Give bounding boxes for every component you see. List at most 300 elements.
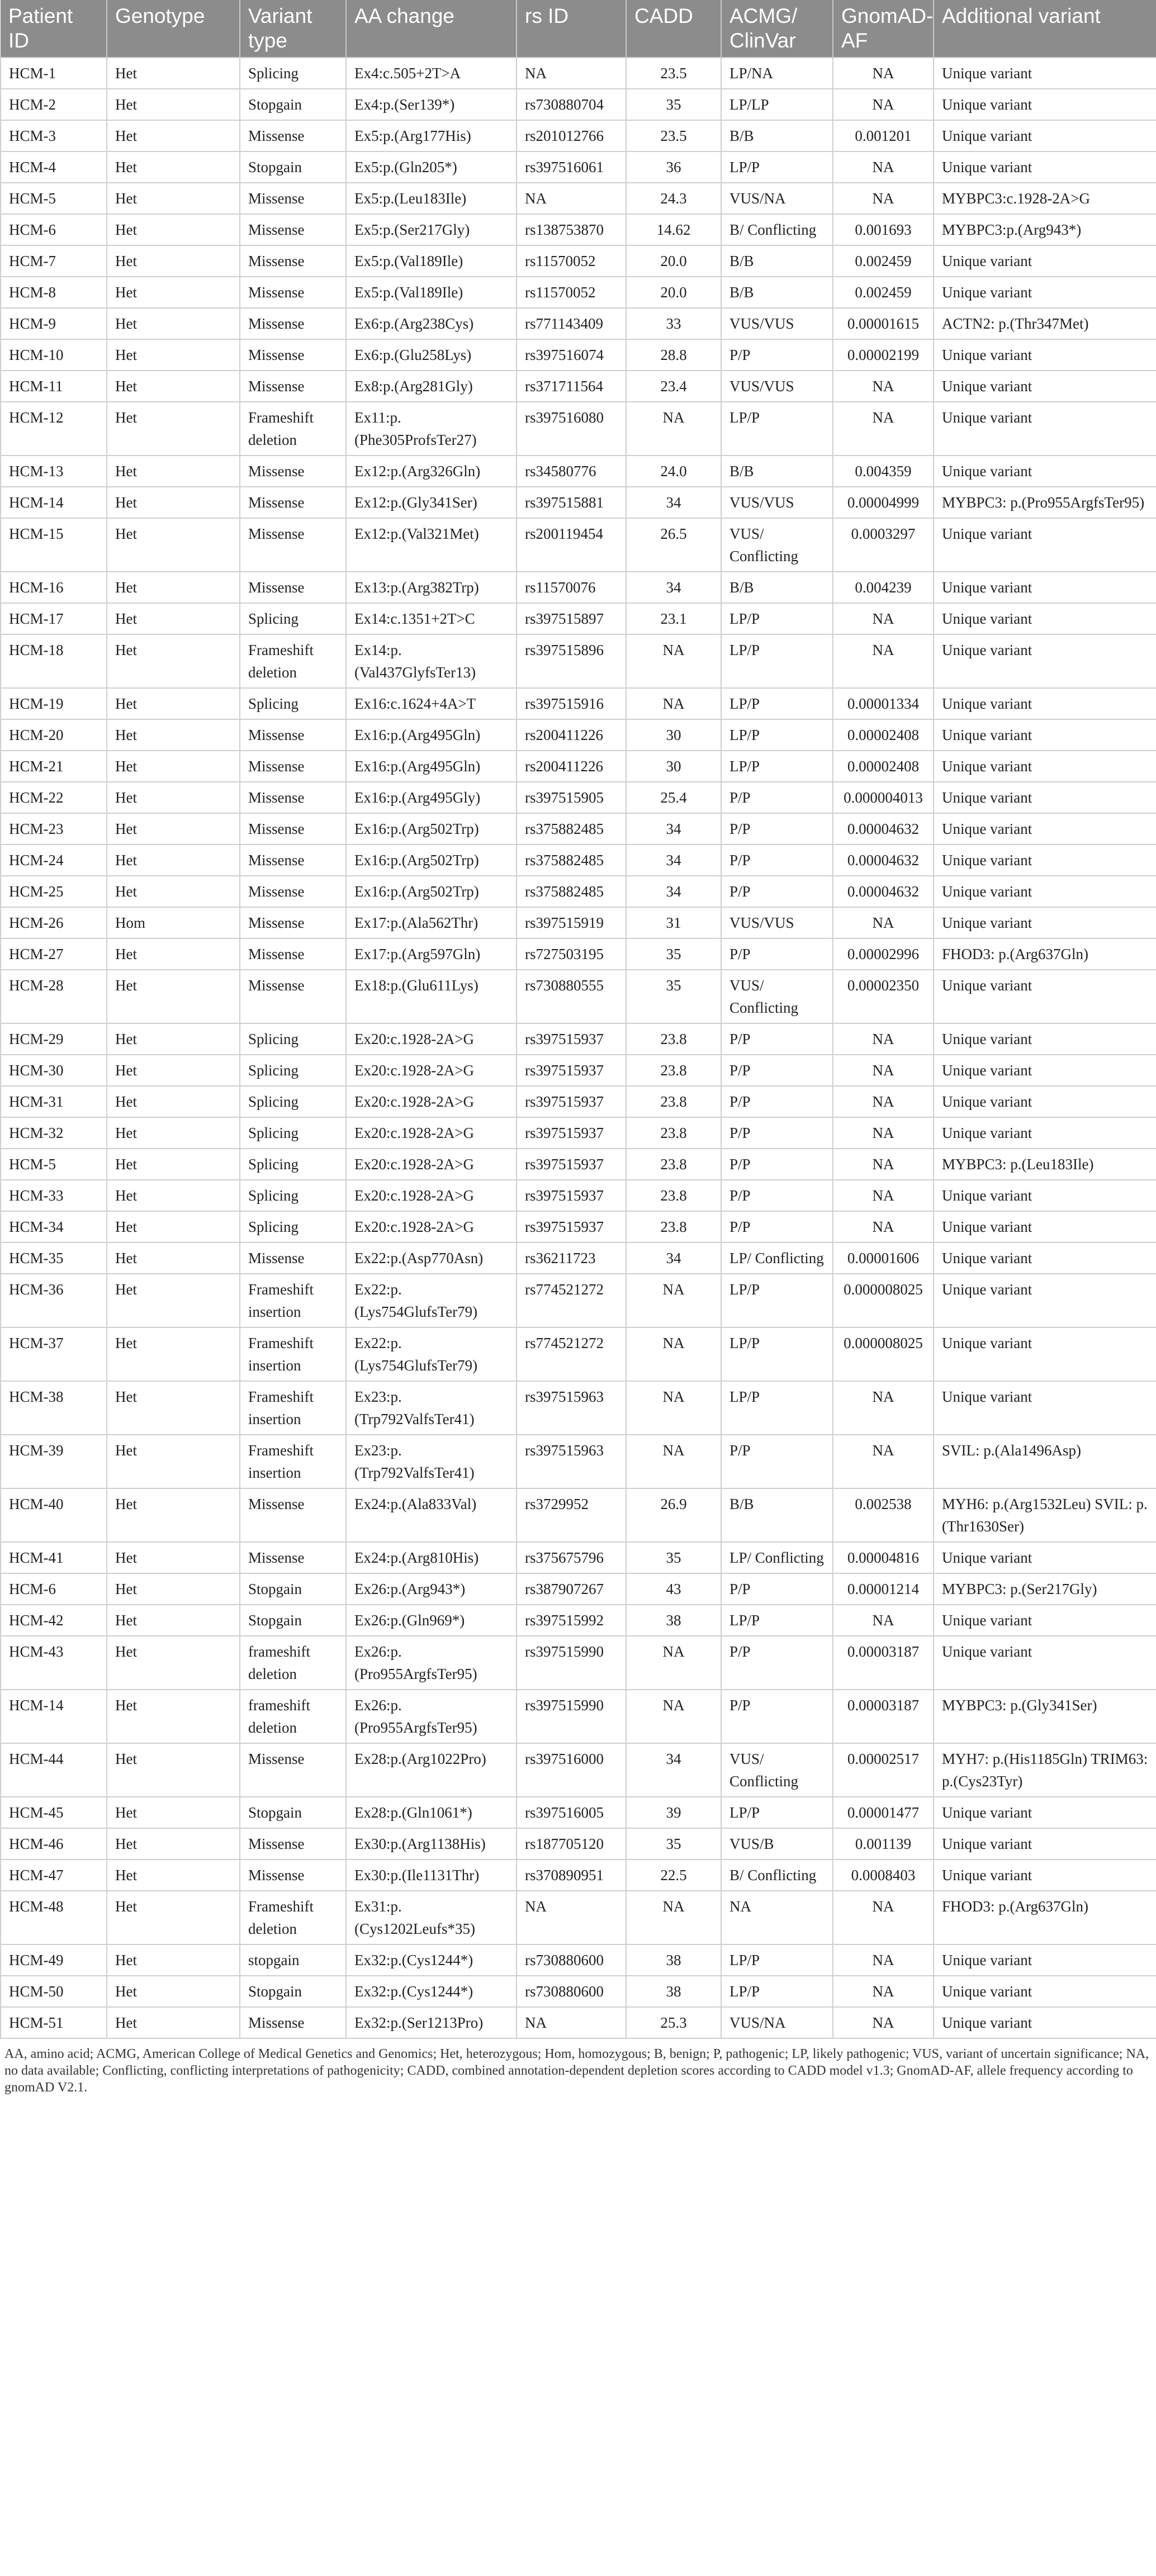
cell-acmg-clinvar: P/P: [721, 1117, 833, 1149]
cell-aa-change: Ex16:p.(Arg495Gly): [346, 782, 517, 813]
cell-aa-change: Ex5:p.(Gln205*): [346, 151, 517, 183]
cell-patient-id: HCM-36: [1, 1274, 107, 1327]
cell-cadd: 20.0: [626, 245, 721, 277]
cell-patient-id: HCM-31: [1, 1086, 107, 1117]
cell-cadd: NA: [626, 1327, 721, 1381]
table-row: [1, 120, 1156, 151]
cell-cadd: 34: [626, 1242, 721, 1274]
cell-patient-id: HCM-16: [1, 572, 107, 603]
cell-cadd: 38: [626, 1605, 721, 1636]
cell-variant-type: Frameshift deletion: [240, 402, 346, 456]
cell-patient-id: HCM-37: [1, 1327, 107, 1381]
cell-cadd: 23.5: [626, 120, 721, 151]
cell-gnomad-af: 0.00001615: [833, 308, 934, 339]
table-row: [1, 1743, 1156, 1797]
table-row: [1, 89, 1156, 120]
cell-cadd: 36: [626, 151, 721, 183]
cell-genotype: Het: [107, 277, 240, 308]
cell-additional-variant: MYBPC3:c.1928-2A>G: [934, 183, 1156, 214]
cell-acmg-clinvar: LP/ Conflicting: [721, 1542, 833, 1573]
cell-rs-id: rs34580776: [517, 456, 626, 487]
cell-patient-id: HCM-47: [1, 1859, 107, 1891]
cell-variant-type: Missense: [240, 782, 346, 813]
cell-aa-change: Ex22:p. (Lys754GlufsTer79): [346, 1274, 517, 1327]
cell-aa-change: Ex20:c.1928-2A>G: [346, 1149, 517, 1180]
cell-acmg-clinvar: P/P: [721, 1211, 833, 1242]
cell-aa-change: Ex16:p.(Arg502Trp): [346, 845, 517, 876]
cell-patient-id: HCM-23: [1, 813, 107, 845]
cell-additional-variant: Unique variant: [934, 89, 1156, 120]
cell-rs-id: rs11570052: [517, 277, 626, 308]
cell-acmg-clinvar: P/P: [721, 1023, 833, 1055]
cell-genotype: Het: [107, 1891, 240, 1944]
cell-gnomad-af: NA: [833, 1180, 934, 1211]
cell-additional-variant: MYBPC3: p.(Ser217Gly): [934, 1573, 1156, 1605]
cell-gnomad-af: 0.000008025: [833, 1274, 934, 1327]
cell-genotype: Het: [107, 1327, 240, 1381]
cell-aa-change: Ex16:p.(Arg502Trp): [346, 876, 517, 907]
cell-genotype: Het: [107, 1605, 240, 1636]
cell-rs-id: rs397516005: [517, 1797, 626, 1828]
cell-rs-id: rs397515897: [517, 603, 626, 634]
cell-genotype: Het: [107, 1149, 240, 1180]
cell-patient-id: HCM-21: [1, 751, 107, 782]
cell-genotype: Het: [107, 1636, 240, 1690]
cell-genotype: Het: [107, 845, 240, 876]
cell-additional-variant: MYBPC3: p.(Pro955ArgfsTer95): [934, 487, 1156, 518]
cell-patient-id: HCM-22: [1, 782, 107, 813]
cell-variant-type: Stopgain: [240, 1573, 346, 1605]
table-row: [1, 1023, 1156, 1055]
cell-gnomad-af: NA: [833, 151, 934, 183]
cell-patient-id: HCM-14: [1, 1690, 107, 1743]
cell-additional-variant: Unique variant: [934, 572, 1156, 603]
cell-gnomad-af: 0.00001214: [833, 1573, 934, 1605]
cell-genotype: Het: [107, 782, 240, 813]
cell-gnomad-af: NA: [833, 634, 934, 688]
cell-additional-variant: Unique variant: [934, 1976, 1156, 2007]
cell-genotype: Het: [107, 245, 240, 277]
cell-gnomad-af: 0.00002517: [833, 1743, 934, 1797]
table-row: [1, 1542, 1156, 1573]
cell-variant-type: Stopgain: [240, 1797, 346, 1828]
cell-additional-variant: Unique variant: [934, 970, 1156, 1023]
cell-patient-id: HCM-41: [1, 1542, 107, 1573]
cell-aa-change: Ex32:p.(Cys1244*): [346, 1944, 517, 1976]
cell-genotype: Het: [107, 1976, 240, 2007]
cell-genotype: Het: [107, 813, 240, 845]
table-row: [1, 1086, 1156, 1117]
cell-acmg-clinvar: LP/P: [721, 1327, 833, 1381]
cell-gnomad-af: NA: [833, 371, 934, 402]
cell-patient-id: HCM-46: [1, 1828, 107, 1859]
cell-patient-id: HCM-14: [1, 487, 107, 518]
cell-aa-change: Ex16:p.(Arg502Trp): [346, 813, 517, 845]
cell-aa-change: Ex4:p.(Ser139*): [346, 89, 517, 120]
cell-acmg-clinvar: LP/P: [721, 1944, 833, 1976]
cell-genotype: Het: [107, 183, 240, 214]
cell-aa-change: Ex12:p.(Val321Met): [346, 518, 517, 572]
cell-rs-id: rs397516061: [517, 151, 626, 183]
cell-patient-id: HCM-10: [1, 339, 107, 371]
cell-patient-id: HCM-33: [1, 1180, 107, 1211]
cell-aa-change: Ex24:p.(Arg810His): [346, 1542, 517, 1573]
table-row: [1, 603, 1156, 634]
table-row: [1, 1636, 1156, 1690]
cell-rs-id: rs397515990: [517, 1636, 626, 1690]
cell-rs-id: rs397515905: [517, 782, 626, 813]
cell-patient-id: HCM-45: [1, 1797, 107, 1828]
cell-cadd: 43: [626, 1573, 721, 1605]
cell-gnomad-af: NA: [833, 89, 934, 120]
cell-patient-id: HCM-9: [1, 308, 107, 339]
cell-acmg-clinvar: P/P: [721, 1055, 833, 1086]
cell-additional-variant: Unique variant: [934, 688, 1156, 719]
cell-cadd: 28.8: [626, 339, 721, 371]
cell-additional-variant: MYH7: p.(His1185Gln) TRIM63: p.(Cys23Tyr): [934, 1743, 1156, 1797]
table-row: [1, 876, 1156, 907]
cell-rs-id: rs397515963: [517, 1435, 626, 1488]
cell-patient-id: HCM-11: [1, 371, 107, 402]
table-row: [1, 907, 1156, 938]
cell-cadd: 34: [626, 813, 721, 845]
table-row: [1, 58, 1156, 89]
cell-variant-type: Frameshift insertion: [240, 1274, 346, 1327]
cell-genotype: Het: [107, 1859, 240, 1891]
cell-patient-id: HCM-35: [1, 1242, 107, 1274]
cell-rs-id: rs11570076: [517, 572, 626, 603]
cell-acmg-clinvar: P/P: [721, 1435, 833, 1488]
table-row: [1, 1242, 1156, 1274]
cell-variant-type: Frameshift insertion: [240, 1327, 346, 1381]
table-row: [1, 938, 1156, 970]
cell-acmg-clinvar: B/B: [721, 245, 833, 277]
cell-cadd: NA: [626, 1274, 721, 1327]
cell-genotype: Het: [107, 214, 240, 245]
cell-patient-id: HCM-44: [1, 1743, 107, 1797]
cell-variant-type: Frameshift deletion: [240, 1891, 346, 1944]
cell-variant-type: Splicing: [240, 1180, 346, 1211]
cell-cadd: 24.0: [626, 456, 721, 487]
cell-patient-id: HCM-15: [1, 518, 107, 572]
cell-gnomad-af: NA: [833, 58, 934, 89]
cell-additional-variant: Unique variant: [934, 1023, 1156, 1055]
header-gnomad-af: GnomAD-AF: [833, 0, 934, 58]
cell-gnomad-af: 0.00001606: [833, 1242, 934, 1274]
cell-cadd: 23.8: [626, 1086, 721, 1117]
cell-acmg-clinvar: P/P: [721, 845, 833, 876]
cell-variant-type: Missense: [240, 487, 346, 518]
cell-patient-id: HCM-4: [1, 151, 107, 183]
cell-cadd: 23.8: [626, 1180, 721, 1211]
cell-aa-change: Ex24:p.(Ala833Val): [346, 1488, 517, 1542]
cell-acmg-clinvar: LP/P: [721, 402, 833, 456]
cell-cadd: 25.4: [626, 782, 721, 813]
cell-acmg-clinvar: B/B: [721, 120, 833, 151]
header-acmg-clinvar: ACMG/ ClinVar: [721, 0, 833, 58]
cell-patient-id: HCM-29: [1, 1023, 107, 1055]
table-row: [1, 845, 1156, 876]
table-row: [1, 245, 1156, 277]
cell-aa-change: Ex13:p.(Arg382Trp): [346, 572, 517, 603]
cell-aa-change: Ex17:p.(Arg597Gln): [346, 938, 517, 970]
cell-variant-type: Splicing: [240, 58, 346, 89]
table-row: [1, 402, 1156, 456]
cell-cadd: 23.1: [626, 603, 721, 634]
cell-gnomad-af: 0.00002199: [833, 339, 934, 371]
cell-patient-id: HCM-18: [1, 634, 107, 688]
table-row: [1, 719, 1156, 751]
cell-aa-change: Ex14:p. (Val437GlyfsTer13): [346, 634, 517, 688]
cell-genotype: Het: [107, 1381, 240, 1435]
cell-acmg-clinvar: VUS/VUS: [721, 308, 833, 339]
table-row: [1, 1859, 1156, 1891]
cell-genotype: Het: [107, 1573, 240, 1605]
cell-cadd: 35: [626, 1828, 721, 1859]
table-row: [1, 1435, 1156, 1488]
cell-additional-variant: Unique variant: [934, 1828, 1156, 1859]
cell-gnomad-af: NA: [833, 1023, 934, 1055]
cell-additional-variant: Unique variant: [934, 277, 1156, 308]
cell-cadd: 38: [626, 1944, 721, 1976]
cell-cadd: 23.5: [626, 58, 721, 89]
cell-variant-type: Missense: [240, 277, 346, 308]
cell-additional-variant: Unique variant: [934, 58, 1156, 89]
cell-variant-type: Missense: [240, 1859, 346, 1891]
cell-acmg-clinvar: P/P: [721, 1149, 833, 1180]
cell-patient-id: HCM-5: [1, 1149, 107, 1180]
cell-cadd: 23.8: [626, 1117, 721, 1149]
header-genotype: Genotype: [107, 0, 240, 58]
cell-cadd: 23.4: [626, 371, 721, 402]
cell-rs-id: rs397515937: [517, 1149, 626, 1180]
cell-rs-id: rs730880600: [517, 1944, 626, 1976]
cell-variant-type: Missense: [240, 970, 346, 1023]
cell-aa-change: Ex26:p.(Gln969*): [346, 1605, 517, 1636]
cell-genotype: Het: [107, 970, 240, 1023]
cell-additional-variant: Unique variant: [934, 782, 1156, 813]
table-row: [1, 782, 1156, 813]
cell-additional-variant: Unique variant: [934, 1542, 1156, 1573]
cell-gnomad-af: 0.00001334: [833, 688, 934, 719]
cell-gnomad-af: 0.001693: [833, 214, 934, 245]
cell-gnomad-af: 0.002538: [833, 1488, 934, 1542]
cell-genotype: Het: [107, 308, 240, 339]
cell-cadd: 35: [626, 970, 721, 1023]
cell-gnomad-af: NA: [833, 1381, 934, 1435]
cell-acmg-clinvar: VUS/B: [721, 1828, 833, 1859]
header-row: [1, 0, 1156, 58]
cell-gnomad-af: NA: [833, 907, 934, 938]
cell-rs-id: NA: [517, 58, 626, 89]
cell-additional-variant: Unique variant: [934, 1242, 1156, 1274]
cell-variant-type: Missense: [240, 1488, 346, 1542]
cell-patient-id: HCM-1: [1, 58, 107, 89]
cell-genotype: Het: [107, 1435, 240, 1488]
table-row: [1, 487, 1156, 518]
cell-gnomad-af: 0.0003297: [833, 518, 934, 572]
cell-aa-change: Ex26:p.(Arg943*): [346, 1573, 517, 1605]
cell-additional-variant: Unique variant: [934, 1086, 1156, 1117]
cell-genotype: Het: [107, 58, 240, 89]
cell-acmg-clinvar: LP/NA: [721, 58, 833, 89]
cell-genotype: Het: [107, 603, 240, 634]
cell-rs-id: rs200119454: [517, 518, 626, 572]
table-row: [1, 339, 1156, 371]
table-row: [1, 970, 1156, 1023]
cell-acmg-clinvar: P/P: [721, 1086, 833, 1117]
table-row: [1, 813, 1156, 845]
cell-additional-variant: Unique variant: [934, 1859, 1156, 1891]
cell-variant-type: Missense: [240, 120, 346, 151]
cell-acmg-clinvar: LP/P: [721, 688, 833, 719]
cell-variant-type: Missense: [240, 1542, 346, 1573]
cell-aa-change: Ex20:c.1928-2A>G: [346, 1023, 517, 1055]
cell-acmg-clinvar: LP/LP: [721, 89, 833, 120]
cell-rs-id: rs370890951: [517, 1859, 626, 1891]
cell-cadd: 23.8: [626, 1149, 721, 1180]
cell-patient-id: HCM-24: [1, 845, 107, 876]
cell-genotype: Het: [107, 1542, 240, 1573]
cell-aa-change: Ex22:p.(Asp770Asn): [346, 1242, 517, 1274]
cell-genotype: Het: [107, 151, 240, 183]
cell-patient-id: HCM-26: [1, 907, 107, 938]
cell-additional-variant: Unique variant: [934, 1605, 1156, 1636]
cell-acmg-clinvar: B/B: [721, 456, 833, 487]
cell-cadd: 35: [626, 89, 721, 120]
table-row: [1, 1149, 1156, 1180]
cell-aa-change: Ex8:p.(Arg281Gly): [346, 371, 517, 402]
cell-rs-id: rs771143409: [517, 308, 626, 339]
cell-rs-id: rs187705120: [517, 1828, 626, 1859]
cell-cadd: NA: [626, 1636, 721, 1690]
cell-rs-id: rs201012766: [517, 120, 626, 151]
cell-additional-variant: Unique variant: [934, 2007, 1156, 2038]
cell-acmg-clinvar: VUS/VUS: [721, 371, 833, 402]
cell-rs-id: rs200411226: [517, 719, 626, 751]
cell-cadd: 22.5: [626, 1859, 721, 1891]
table-row: [1, 634, 1156, 688]
cell-genotype: Het: [107, 487, 240, 518]
cell-genotype: Het: [107, 634, 240, 688]
cell-additional-variant: Unique variant: [934, 456, 1156, 487]
cell-variant-type: Missense: [240, 183, 346, 214]
cell-rs-id: rs730880555: [517, 970, 626, 1023]
cell-acmg-clinvar: LP/ Conflicting: [721, 1242, 833, 1274]
cell-cadd: 35: [626, 1542, 721, 1573]
cell-rs-id: rs397515896: [517, 634, 626, 688]
cell-cadd: 14.62: [626, 214, 721, 245]
cell-patient-id: HCM-20: [1, 719, 107, 751]
table-row: [1, 456, 1156, 487]
cell-variant-type: Missense: [240, 1828, 346, 1859]
cell-additional-variant: SVIL: p.(Ala1496Asp): [934, 1435, 1156, 1488]
cell-patient-id: HCM-32: [1, 1117, 107, 1149]
cell-variant-type: Missense: [240, 907, 346, 938]
cell-rs-id: rs397515992: [517, 1605, 626, 1636]
cell-variant-type: Splicing: [240, 1211, 346, 1242]
cell-gnomad-af: NA: [833, 1149, 934, 1180]
cell-acmg-clinvar: LP/P: [721, 1605, 833, 1636]
cell-aa-change: Ex30:p.(Arg1138His): [346, 1828, 517, 1859]
cell-variant-type: Splicing: [240, 1055, 346, 1086]
cell-acmg-clinvar: LP/P: [721, 634, 833, 688]
table-row: [1, 214, 1156, 245]
table-footnote: AA, amino acid; ACMG, American College of Medical Genetics and Genomics; Het, heterozygous; Hom, homozygous; B, benign; P, pathogenic; LP, likely pathogenic; VUS, variant of uncertain significance; NA, no data available; Conflicting, conflicting interpretations of pathogenicity; CADD, combined annotation-dependent depletion scores according to CADD model v1.3; GnomAD-AF, allele frequency according to gnomAD V2.1.: [4, 2047, 1149, 2095]
table-row: [1, 1797, 1156, 1828]
cell-aa-change: Ex20:c.1928-2A>G: [346, 1055, 517, 1086]
cell-rs-id: rs397516074: [517, 339, 626, 371]
cell-variant-type: Missense: [240, 214, 346, 245]
cell-rs-id: rs397515937: [517, 1117, 626, 1149]
cell-genotype: Het: [107, 371, 240, 402]
cell-aa-change: Ex5:p.(Arg177His): [346, 120, 517, 151]
cell-variant-type: Missense: [240, 813, 346, 845]
cell-cadd: NA: [626, 688, 721, 719]
cell-gnomad-af: 0.00004632: [833, 845, 934, 876]
cell-patient-id: HCM-34: [1, 1211, 107, 1242]
table-row: [1, 1274, 1156, 1327]
cell-patient-id: HCM-49: [1, 1944, 107, 1976]
cell-aa-change: Ex18:p.(Glu611Lys): [346, 970, 517, 1023]
cell-cadd: 39: [626, 1797, 721, 1828]
cell-patient-id: HCM-8: [1, 277, 107, 308]
cell-rs-id: rs397515937: [517, 1211, 626, 1242]
cell-patient-id: HCM-5: [1, 183, 107, 214]
cell-gnomad-af: 0.0008403: [833, 1859, 934, 1891]
cell-patient-id: HCM-3: [1, 120, 107, 151]
cell-rs-id: rs371711564: [517, 371, 626, 402]
cell-genotype: Het: [107, 1274, 240, 1327]
cell-genotype: Het: [107, 1743, 240, 1797]
cell-additional-variant: Unique variant: [934, 1211, 1156, 1242]
cell-cadd: NA: [626, 1690, 721, 1743]
cell-variant-type: Splicing: [240, 1086, 346, 1117]
cell-gnomad-af: NA: [833, 1976, 934, 2007]
cell-gnomad-af: 0.000008025: [833, 1327, 934, 1381]
table-body: [1, 58, 1156, 2038]
cell-rs-id: rs375882485: [517, 876, 626, 907]
cell-patient-id: HCM-12: [1, 402, 107, 456]
cell-patient-id: HCM-42: [1, 1605, 107, 1636]
cell-rs-id: rs397515937: [517, 1180, 626, 1211]
cell-genotype: Het: [107, 339, 240, 371]
cell-gnomad-af: 0.001201: [833, 120, 934, 151]
cell-genotype: Het: [107, 688, 240, 719]
cell-gnomad-af: NA: [833, 402, 934, 456]
cell-acmg-clinvar: P/P: [721, 1180, 833, 1211]
cell-aa-change: Ex26:p. (Pro955ArgfsTer95): [346, 1690, 517, 1743]
cell-cadd: 30: [626, 719, 721, 751]
cell-cadd: 20.0: [626, 277, 721, 308]
cell-genotype: Het: [107, 518, 240, 572]
cell-acmg-clinvar: LP/P: [721, 719, 833, 751]
cell-additional-variant: Unique variant: [934, 371, 1156, 402]
cell-genotype: Het: [107, 1211, 240, 1242]
cell-aa-change: Ex26:p. (Pro955ArgfsTer95): [346, 1636, 517, 1690]
cell-additional-variant: Unique variant: [934, 339, 1156, 371]
cell-rs-id: rs375675796: [517, 1542, 626, 1573]
table-row: [1, 751, 1156, 782]
header-additional-variant: Additional variant: [934, 0, 1156, 58]
cell-aa-change: Ex16:p.(Arg495Gln): [346, 719, 517, 751]
cell-cadd: 34: [626, 845, 721, 876]
cell-aa-change: Ex17:p.(Ala562Thr): [346, 907, 517, 938]
cell-gnomad-af: NA: [833, 1944, 934, 1976]
header-patient-id: Patient ID: [1, 0, 107, 58]
cell-rs-id: rs138753870: [517, 214, 626, 245]
cell-aa-change: Ex11:p. (Phe305ProfsTer27): [346, 402, 517, 456]
